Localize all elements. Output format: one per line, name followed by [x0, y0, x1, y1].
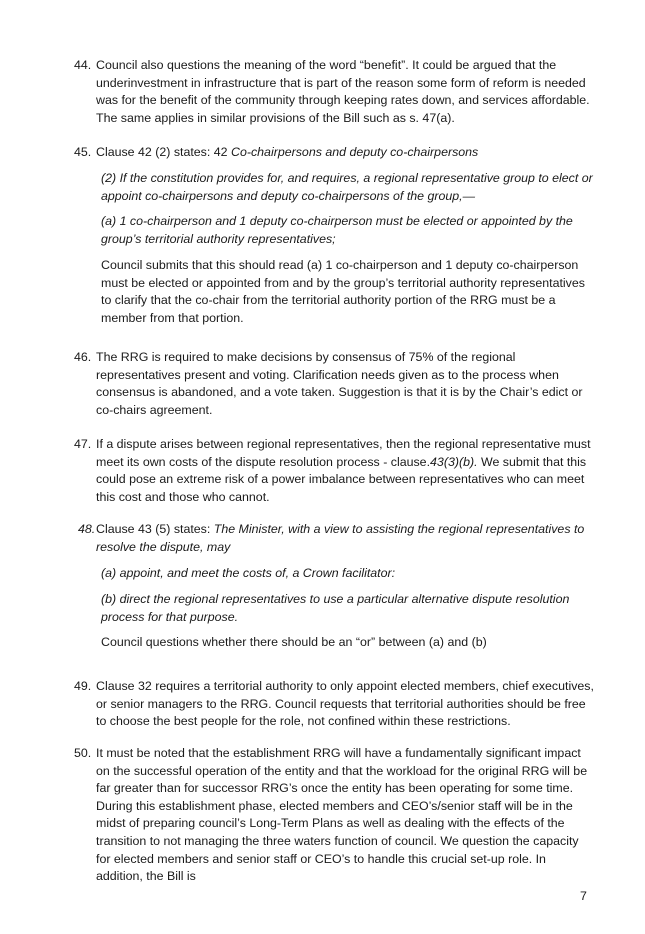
clause-quote: The Minister, with a view to assisting the regional representatives to resolve the dispute, may [96, 522, 585, 554]
paragraph-number: 48. [78, 522, 96, 536]
paragraph-number: 46. [74, 350, 92, 364]
clause-lead-text: Clause 42 (2) states: 42 [96, 145, 231, 159]
paragraph-number: 45. [74, 145, 92, 159]
paragraph-45-lead [96, 144, 594, 162]
council-submission-48: Council questions whether there should be an “or” between (a) and (b) [101, 635, 487, 649]
quoted-clause-a: (a) appoint, and meet the costs of, a Crown facilitator: [101, 566, 396, 580]
clause-reference: 43(3)(b). [430, 454, 478, 469]
clause-lead-text: Clause 43 (5) states: [96, 522, 214, 536]
quoted-clause-b: (b) direct the regional representatives to use a particular alternative dispute resolution process for that purpose. [101, 592, 570, 624]
paragraph-47-text-continued: We submit that this could pose an extreme risk of a power imbalance between representatives who can meet this cost and those who cannot. [96, 454, 587, 504]
paragraph-number: 47. [74, 437, 92, 451]
paragraph-number: 44. [74, 58, 92, 72]
paragraph-50: It must be noted that the establishment RRG will have a fundamentally significant impact on the successful operation of the entity and that the workload for the original RRG will be far greater than for successor RRG’s once the entity has been operating for some time. During this establishment phase, elected members and CEO’s/senior staff will be in the midst of preparing council’s Long-Term Plans as well as dealing with the effects of the transition to not managing the three waters function of council. We question the capacity for elected members and senior staff or CEO’s to handle this crucial set-up role. In addition, the Bill is [96, 746, 588, 884]
paragraph-46: The RRG is required to make decisions by consensus of 75% of the regional representatives present and voting. Clarification needs given as to the process when consensus is abandoned, and a vote taken. Suggestion is that it is by the Chair’s edict or co-chairs agreement. [96, 350, 583, 417]
page-number: 7 [580, 889, 587, 903]
council-submission-45: Council submits that this should read (a) 1 co-chairperson and 1 deputy co-chairperson must be elected or appointed from and by the group’s territorial authority representatives to clarify that the co-chair from the territorial authority portion of the RRG must be a member from that portion. [101, 258, 585, 325]
paragraph-44: Council also questions the meaning of the word “benefit”. It could be argued that the underinvestment in infrastructure that is part of the reason some form of reform is needed was for the benefit of the community through keeping rates down, and services affordable. The same applies in similar provisions of the Bill such as s. 47(a). [96, 58, 590, 125]
paragraph-47-text: If a dispute arises between regional representatives, then the regional representative must meet its own costs of the dispute resolution process - clause. [96, 437, 591, 469]
paragraph-47 [96, 436, 594, 506]
paragraph-number: 49. [74, 679, 92, 693]
paragraph-49: Clause 32 requires a territorial authority to only appoint elected members, chief executives, or senior managers to the RRG. Council requests that territorial authorities should be free to choose the best people for the role, not confined within these restrictions. [96, 679, 594, 729]
paragraph-48-lead [96, 521, 594, 556]
quoted-clause-2a: (a) 1 co-chairperson and 1 deputy co-chairperson must be elected or appointed by the group’s territorial authority representatives; [101, 214, 573, 246]
clause-heading: Co-chairpersons and deputy co-chairpersons [231, 145, 479, 159]
quoted-clause-2: (2) If the constitution provides for, and requires, a regional representative group to elect or appoint co-chairpersons and deputy co-chairpersons of the group,— [101, 171, 593, 203]
paragraph-number: 50. [74, 746, 92, 760]
